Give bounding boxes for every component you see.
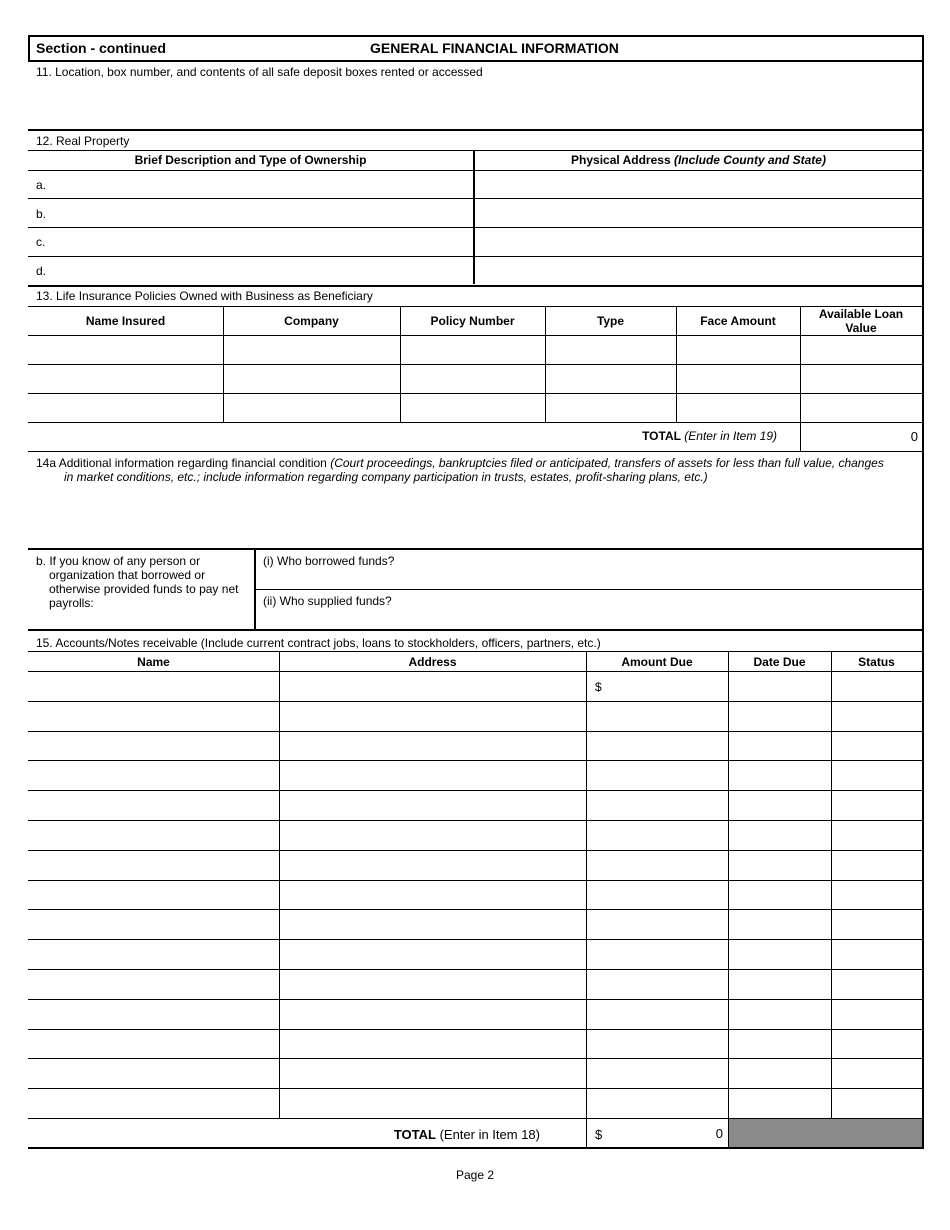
receivable-status-field[interactable]	[832, 881, 921, 909]
item11-label: 11. Location, box number, and contents of all safe deposit boxes rented or accessed	[36, 65, 483, 79]
life-total-note: (Enter in Item 19)	[684, 429, 777, 443]
receivable-name-field[interactable]	[29, 970, 279, 998]
item14b-line: otherwise provided funds to pay net	[49, 582, 239, 596]
receivable-status-field[interactable]	[832, 940, 921, 968]
who-supplied-field[interactable]	[420, 591, 918, 627]
receivable-amount-due-field[interactable]	[587, 1059, 728, 1087]
receivable-amount-due-field[interactable]	[587, 761, 728, 789]
who-borrowed-field[interactable]	[420, 551, 918, 587]
page-title: GENERAL FINANCIAL INFORMATION	[370, 40, 619, 56]
receivable-date-due-field[interactable]	[729, 732, 831, 760]
receivable-col-address: Address	[408, 655, 457, 669]
item13-rule	[28, 364, 924, 365]
receivable-col-amount-due: Amount Due	[621, 655, 693, 669]
receivable-total-label	[300, 1127, 540, 1142]
real-property-b-address[interactable]	[477, 200, 920, 226]
item12-bottom	[28, 285, 924, 287]
receivable-name-field[interactable]	[29, 881, 279, 909]
life-total-value[interactable]: 0	[910, 429, 918, 444]
receivable-status-field[interactable]	[832, 821, 921, 849]
receivable-status-field[interactable]	[832, 1089, 921, 1117]
receivable-date-due-field[interactable]	[729, 970, 831, 998]
receivable-address-field[interactable]	[280, 702, 586, 730]
receivable-address-field[interactable]	[280, 1059, 586, 1087]
receivable-col-status: Status	[858, 655, 895, 669]
real-property-c-address[interactable]	[477, 229, 920, 255]
life-col-policy-number: Policy Number	[430, 314, 515, 328]
receivable-status-field[interactable]	[832, 851, 921, 879]
life-policy-row[interactable]	[30, 337, 920, 363]
receivable-name-field[interactable]	[29, 1089, 279, 1117]
receivable-address-field[interactable]	[280, 672, 586, 700]
receivable-name-field[interactable]	[29, 672, 279, 700]
receivable-date-due-field[interactable]	[729, 791, 831, 819]
additional-info-field[interactable]	[30, 486, 920, 546]
receivable-status-field[interactable]	[832, 761, 921, 789]
receivable-status-field[interactable]	[832, 910, 921, 938]
item14b-line: payrolls:	[49, 596, 94, 610]
receivable-name-field[interactable]	[29, 940, 279, 968]
frame-bottom	[28, 1147, 924, 1149]
life-col-face-amount: Face Amount	[700, 314, 776, 328]
real-property-a-description[interactable]	[50, 172, 470, 198]
item12-rule	[28, 227, 924, 228]
item11-divider	[28, 129, 924, 131]
receivable-amount-due-field[interactable]	[587, 1089, 728, 1117]
receivable-total-word: TOTAL	[393, 1127, 436, 1142]
address-col-note: (Include County and State)	[673, 153, 826, 167]
real-property-row-b: b.	[36, 207, 47, 221]
receivable-date-due-field[interactable]	[729, 1059, 831, 1087]
receivable-row-line	[28, 1118, 924, 1119]
receivable-name-field[interactable]	[29, 821, 279, 849]
real-property-d-description[interactable]	[50, 258, 470, 284]
header-divider	[28, 60, 924, 62]
receivable-name-field[interactable]	[29, 1000, 279, 1028]
receivable-amount-due-field[interactable]	[587, 1000, 728, 1028]
receivable-name-field[interactable]	[29, 851, 279, 879]
item15-label: 15. Accounts/Notes receivable (Include current contract jobs, loans to stockholders, officers, partners, etc.)	[36, 636, 601, 650]
receivable-status-field[interactable]	[832, 970, 921, 998]
frame-left	[28, 35, 30, 61]
receivable-total-note: (Enter in Item 18)	[439, 1127, 540, 1142]
item14b-rule	[256, 589, 924, 590]
receivable-address-field[interactable]	[280, 970, 586, 998]
real-property-row-d: d.	[36, 264, 47, 278]
total-shaded-cell	[729, 1118, 922, 1147]
receivable-date-due-field[interactable]	[729, 910, 831, 938]
receivable-name-field[interactable]	[29, 761, 279, 789]
item14a-prefix: 14a Additional information regarding financial condition	[36, 456, 327, 470]
receivable-name-field[interactable]	[29, 702, 279, 730]
receivable-date-due-field[interactable]	[729, 702, 831, 730]
receivable-amount-due-field[interactable]	[587, 910, 728, 938]
receivable-status-field[interactable]	[832, 1030, 921, 1058]
item12-rule	[28, 170, 924, 171]
receivable-address-field[interactable]	[280, 1089, 586, 1117]
item13-rule	[28, 422, 924, 423]
receivable-date-due-field[interactable]	[729, 1000, 831, 1028]
receivable-total-currency: $	[595, 1127, 603, 1142]
item13-rule	[28, 306, 924, 307]
real-property-row-c: c.	[36, 235, 46, 249]
receivable-date-due-field[interactable]	[729, 821, 831, 849]
receivable-amount-due-field[interactable]	[587, 791, 728, 819]
receivable-address-field[interactable]	[280, 910, 586, 938]
receivable-col-name: Name	[137, 655, 170, 669]
receivable-status-field[interactable]	[832, 702, 921, 730]
real-property-b-description[interactable]	[50, 200, 470, 226]
receivable-status-field[interactable]	[832, 672, 921, 700]
receivable-date-due-field[interactable]	[729, 1030, 831, 1058]
life-col-value: Value	[845, 321, 877, 335]
item14a-bottom	[28, 548, 924, 550]
receivable-name-field[interactable]	[29, 1059, 279, 1087]
receivable-date-due-field[interactable]	[729, 1089, 831, 1117]
safe-deposit-field[interactable]	[30, 80, 920, 128]
real-property-d-address[interactable]	[477, 258, 920, 284]
receivable-amount-due-field[interactable]	[587, 851, 728, 879]
receivable-address-field[interactable]	[280, 791, 586, 819]
receivable-address-field[interactable]	[280, 881, 586, 909]
item14b-line: organization that borrowed or	[49, 568, 206, 582]
receivable-date-due-field[interactable]	[729, 851, 831, 879]
item14b-line: b. If you know of any person or	[36, 554, 201, 568]
item14b-bottom	[28, 629, 924, 631]
receivable-address-field[interactable]	[280, 940, 586, 968]
receivable-address-field[interactable]	[280, 1000, 586, 1028]
receivable-amount-due-field[interactable]	[587, 970, 728, 998]
receivable-date-due-field[interactable]	[729, 881, 831, 909]
address-col-main: Physical Address	[571, 153, 671, 167]
receivable-date-due-field[interactable]	[729, 940, 831, 968]
receivable-name-field[interactable]	[29, 1030, 279, 1058]
item12-label: 12. Real Property	[36, 134, 130, 148]
section-label: Section - continued	[36, 40, 166, 56]
receivable-status-field[interactable]	[832, 791, 921, 819]
life-col-company: Company	[284, 314, 339, 328]
receivable-address-field[interactable]	[280, 761, 586, 789]
life-col-name-insured: Name Insured	[85, 314, 166, 328]
life-col-available-loan: Available Loan	[818, 307, 904, 321]
receivable-amount-due-field[interactable]	[587, 672, 728, 700]
receivable-first-currency: $	[595, 680, 602, 694]
receivable-amount-due-field[interactable]	[587, 881, 728, 909]
item13-rule	[28, 393, 924, 394]
receivable-name-field[interactable]	[29, 910, 279, 938]
real-property-col-address	[475, 153, 922, 167]
receivable-name-field[interactable]	[29, 791, 279, 819]
receivable-status-field[interactable]	[832, 732, 921, 760]
who-borrowed-label: (i) Who borrowed funds?	[263, 554, 395, 568]
item12-col-divider	[473, 150, 475, 284]
receivable-amount-due-field[interactable]	[587, 702, 728, 730]
frame-top	[28, 35, 924, 37]
receivable-amount-due-field[interactable]	[587, 821, 728, 849]
receivable-status-field[interactable]	[832, 1000, 921, 1028]
item14a-italic1: (Court proceedings, bankruptcies filed or anticipated, transfers of assets for less than full value, changes	[330, 456, 884, 470]
receivable-col-date-due: Date Due	[753, 655, 806, 669]
receivable-amount-due-field[interactable]	[587, 940, 728, 968]
receivable-address-field[interactable]	[280, 821, 586, 849]
item13-label: 13. Life Insurance Policies Owned with Business as Beneficiary	[36, 289, 373, 303]
item14a-line2: in market conditions, etc.; include information regarding company participation in trusts, estates, profit-sharing plans, etc.)	[64, 470, 708, 484]
receivable-total-value[interactable]: 0	[715, 1126, 723, 1141]
real-property-a-address[interactable]	[477, 172, 920, 198]
item14a-line1	[36, 456, 884, 470]
item12-rule	[28, 198, 924, 199]
real-property-row-a: a.	[36, 178, 47, 192]
real-property-col-description: Brief Description and Type of Ownership	[134, 153, 367, 167]
life-policy-row[interactable]	[30, 395, 920, 421]
life-policy-row[interactable]	[30, 366, 920, 392]
receivable-amount-due-field[interactable]	[587, 732, 728, 760]
life-total-label	[560, 429, 777, 443]
page-number: Page 2	[455, 1168, 495, 1182]
real-property-c-description[interactable]	[50, 229, 470, 255]
receivable-name-field[interactable]	[29, 732, 279, 760]
receivable-date-due-field[interactable]	[729, 761, 831, 789]
item13-bottom	[28, 451, 924, 452]
life-col-type: Type	[596, 314, 625, 328]
receivable-address-field[interactable]	[280, 1030, 586, 1058]
receivable-status-field[interactable]	[832, 1059, 921, 1087]
item12-rule	[28, 256, 924, 257]
frame-right	[922, 35, 924, 1149]
life-total-word: TOTAL	[642, 429, 681, 443]
item15-rule	[28, 651, 924, 652]
receivable-address-field[interactable]	[280, 732, 586, 760]
receivable-amount-due-field[interactable]	[587, 1030, 728, 1058]
item12-rule	[28, 150, 924, 151]
receivable-date-due-field[interactable]	[729, 672, 831, 700]
receivable-address-field[interactable]	[280, 851, 586, 879]
who-supplied-label: (ii) Who supplied funds?	[263, 594, 392, 608]
item13-rule	[28, 335, 924, 336]
